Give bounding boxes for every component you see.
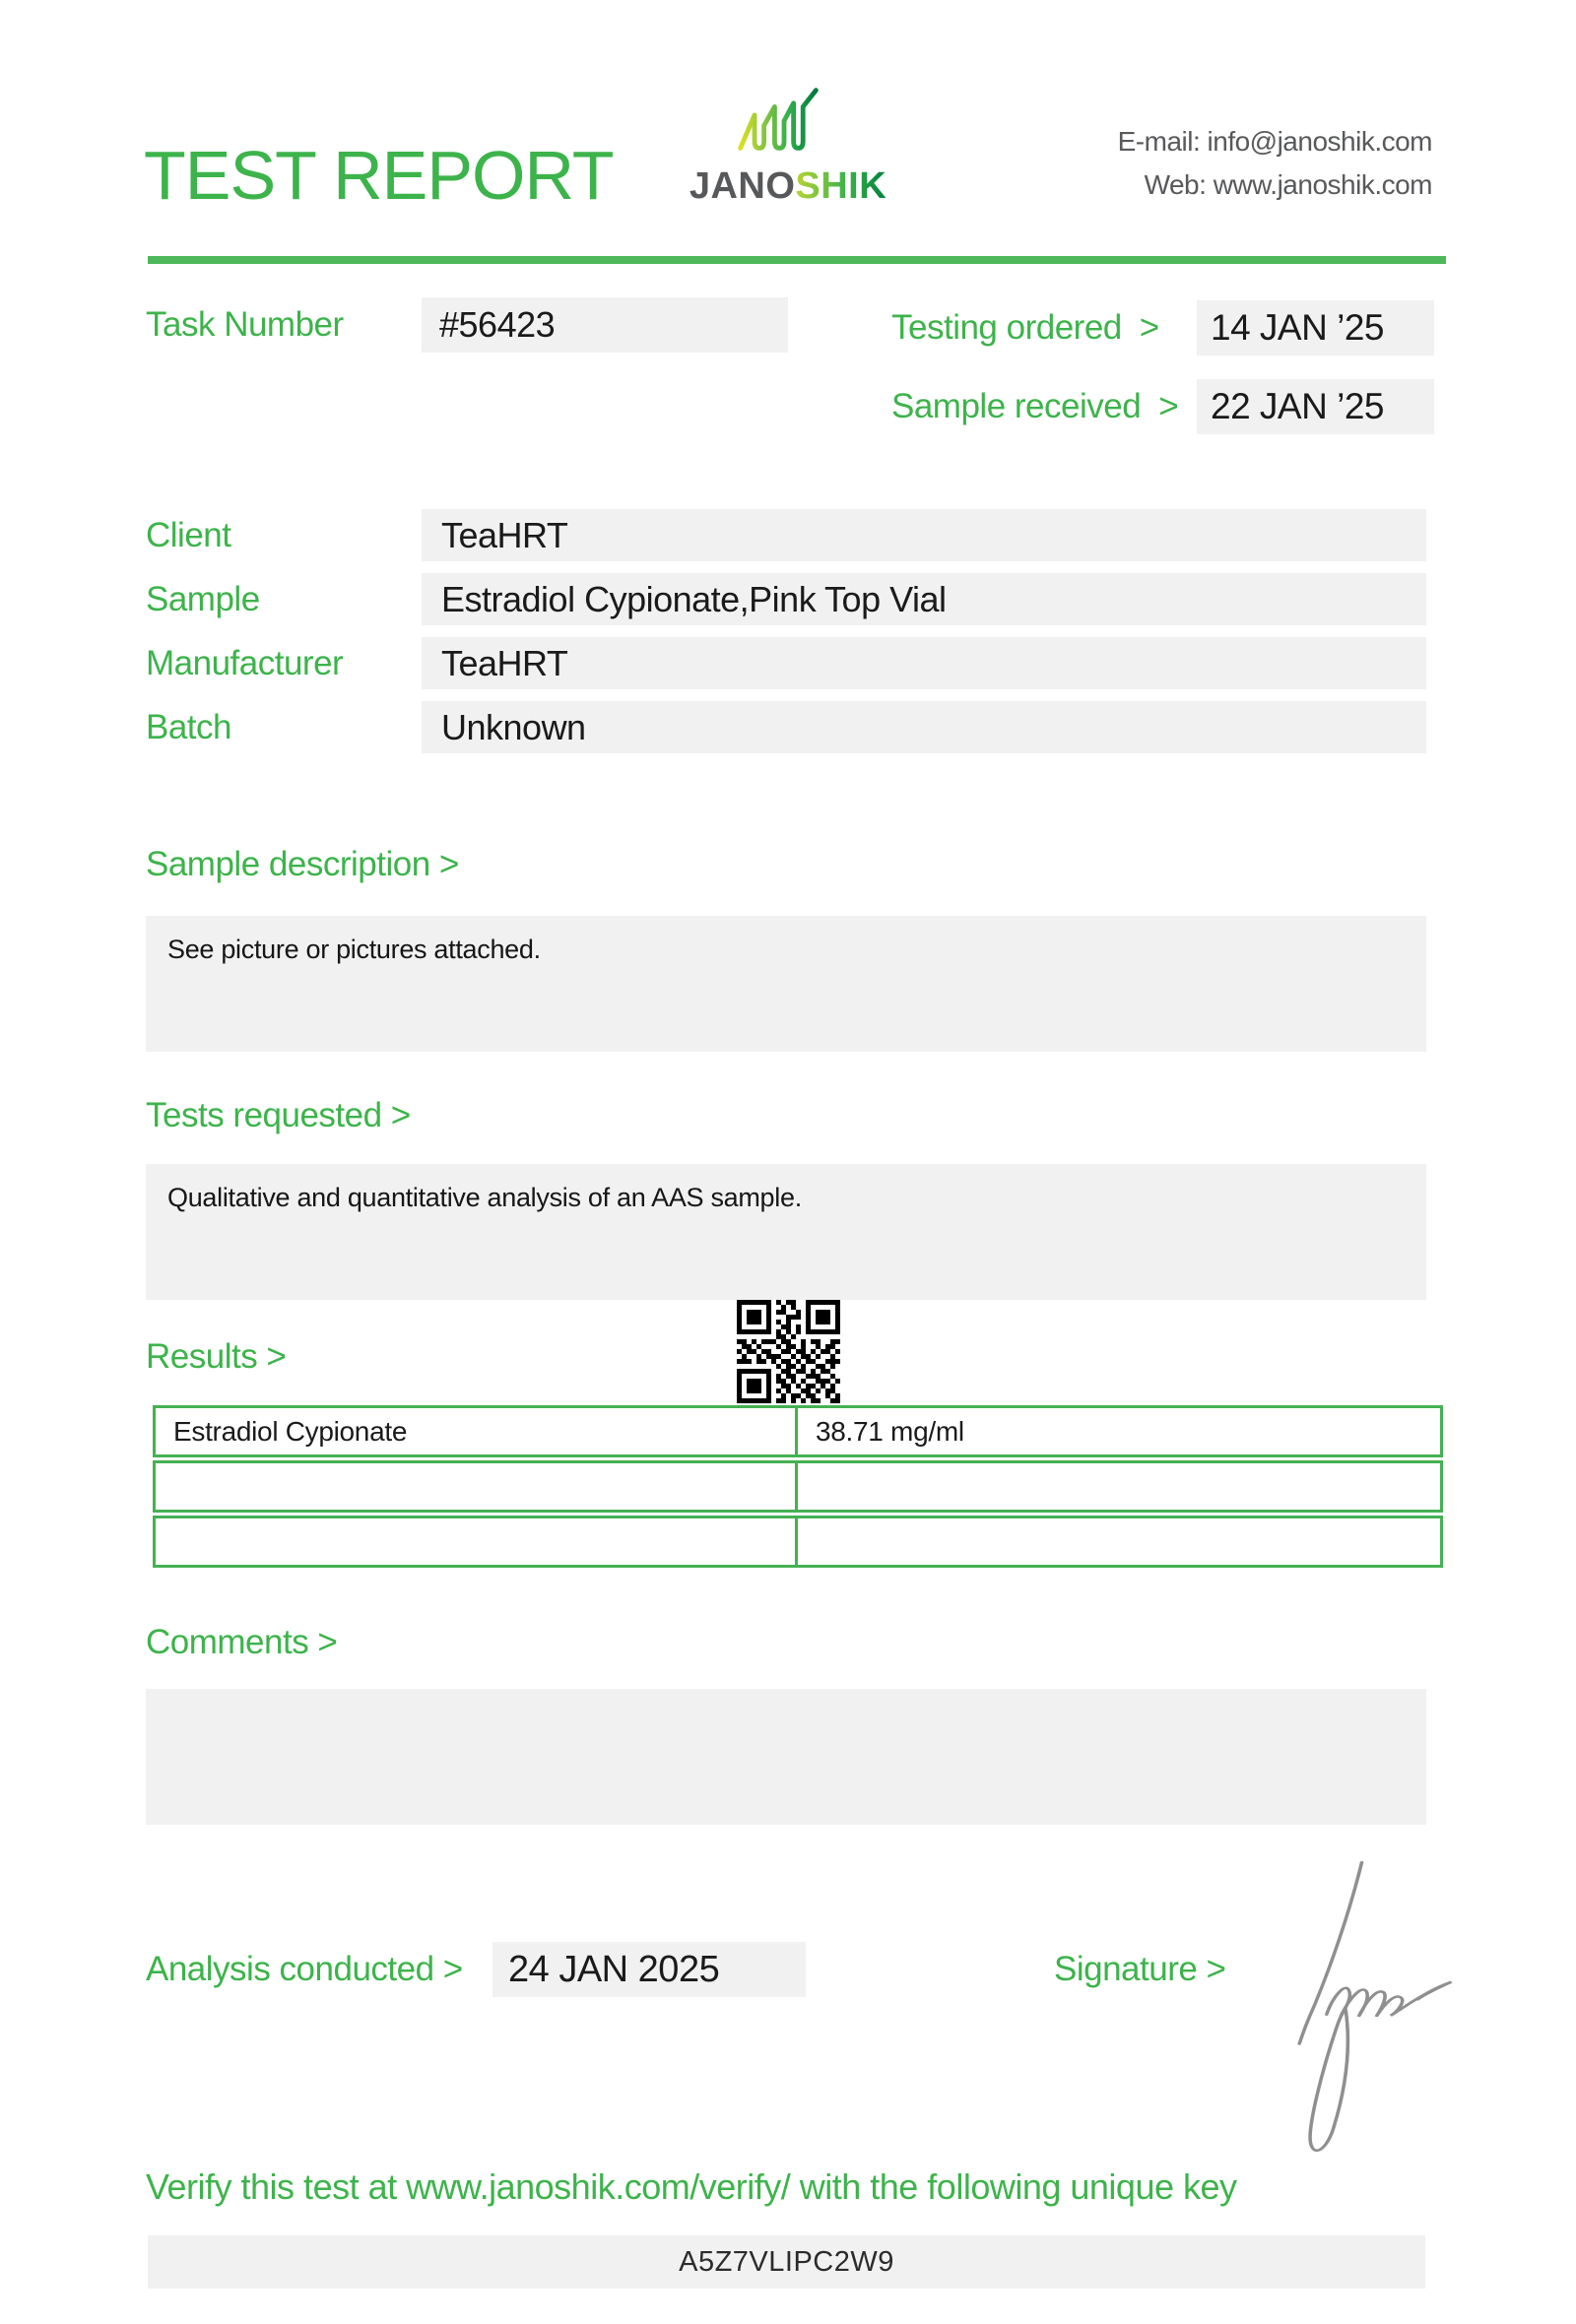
sample-label: Sample [146,580,260,618]
task-number-value: #56423 [422,297,788,353]
result-substance [156,1463,798,1510]
page-title: TEST REPORT [144,137,614,214]
sample-description-heading: Sample description > [146,845,459,883]
comments-box [146,1689,1426,1825]
task-number-label: Task Number [146,305,344,344]
verify-key: A5Z7VLIPC2W9 [148,2235,1425,2289]
client-value: TeaHRT [422,509,1426,561]
logo-jano: JANO [689,165,796,207]
tests-requested-box: Qualitative and quantitative analysis of an AAS sample. [146,1164,1426,1300]
contact-web: Web: www.janoshik.com [1144,169,1432,200]
results-row-1 [153,1405,1443,1457]
header-divider [148,256,1446,264]
tests-requested-heading: Tests requested > [146,1096,411,1134]
sample-description-box: See picture or pictures attached. [146,916,1426,1052]
detail-row-sample [146,573,1426,625]
signature-image [1266,1849,1458,2164]
testing-ordered-value: 14 JAN ’25 [1197,300,1434,355]
qr-code [737,1300,840,1403]
result-amount: 38.71 mg/ml [816,1416,964,1447]
sample-details [146,509,1426,765]
detail-row-batch [146,701,1426,753]
manufacturer-label: Manufacturer [146,644,344,682]
result-amount [798,1518,1440,1565]
verify-instruction: Verify this test at www.janoshik.com/verify/ with the following unique key [146,2166,1237,2207]
comments-heading: Comments > [146,1623,338,1661]
results-table [153,1405,1443,1571]
janoshik-logo-icon [737,77,831,167]
manufacturer-value: TeaHRT [422,637,1426,689]
arrow-glyph: > [1139,308,1159,347]
logo-shik: SHIK [795,165,887,207]
results-heading: Results > [146,1337,287,1376]
testing-ordered-label: Testing ordered > [891,300,1159,355]
batch-label: Batch [146,708,231,746]
batch-value: Unknown [422,701,1426,753]
janoshik-logo-wordmark [673,165,903,208]
sample-value: Estradiol Cypionate,Pink Top Vial [422,573,1426,625]
results-row-2 [153,1460,1443,1513]
detail-row-manufacturer [146,637,1426,689]
analysis-conducted-label: Analysis conducted > [146,1950,463,1988]
result-substance: Estradiol Cypionate [156,1408,798,1454]
sample-received-label: Sample received > [891,379,1178,434]
client-label: Client [146,516,231,554]
detail-row-client [146,509,1426,561]
sample-received-value: 22 JAN ’25 [1197,379,1434,434]
signature-label: Signature > [1054,1950,1226,1988]
arrow-glyph: > [1158,387,1179,425]
analysis-conducted-value: 24 JAN 2025 [492,1942,806,1997]
results-row-3 [153,1516,1443,1568]
contact-email: E-mail: info@janoshik.com [1117,126,1432,157]
result-amount [798,1463,1440,1510]
contact-block [1118,120,1432,207]
result-substance [156,1518,798,1565]
